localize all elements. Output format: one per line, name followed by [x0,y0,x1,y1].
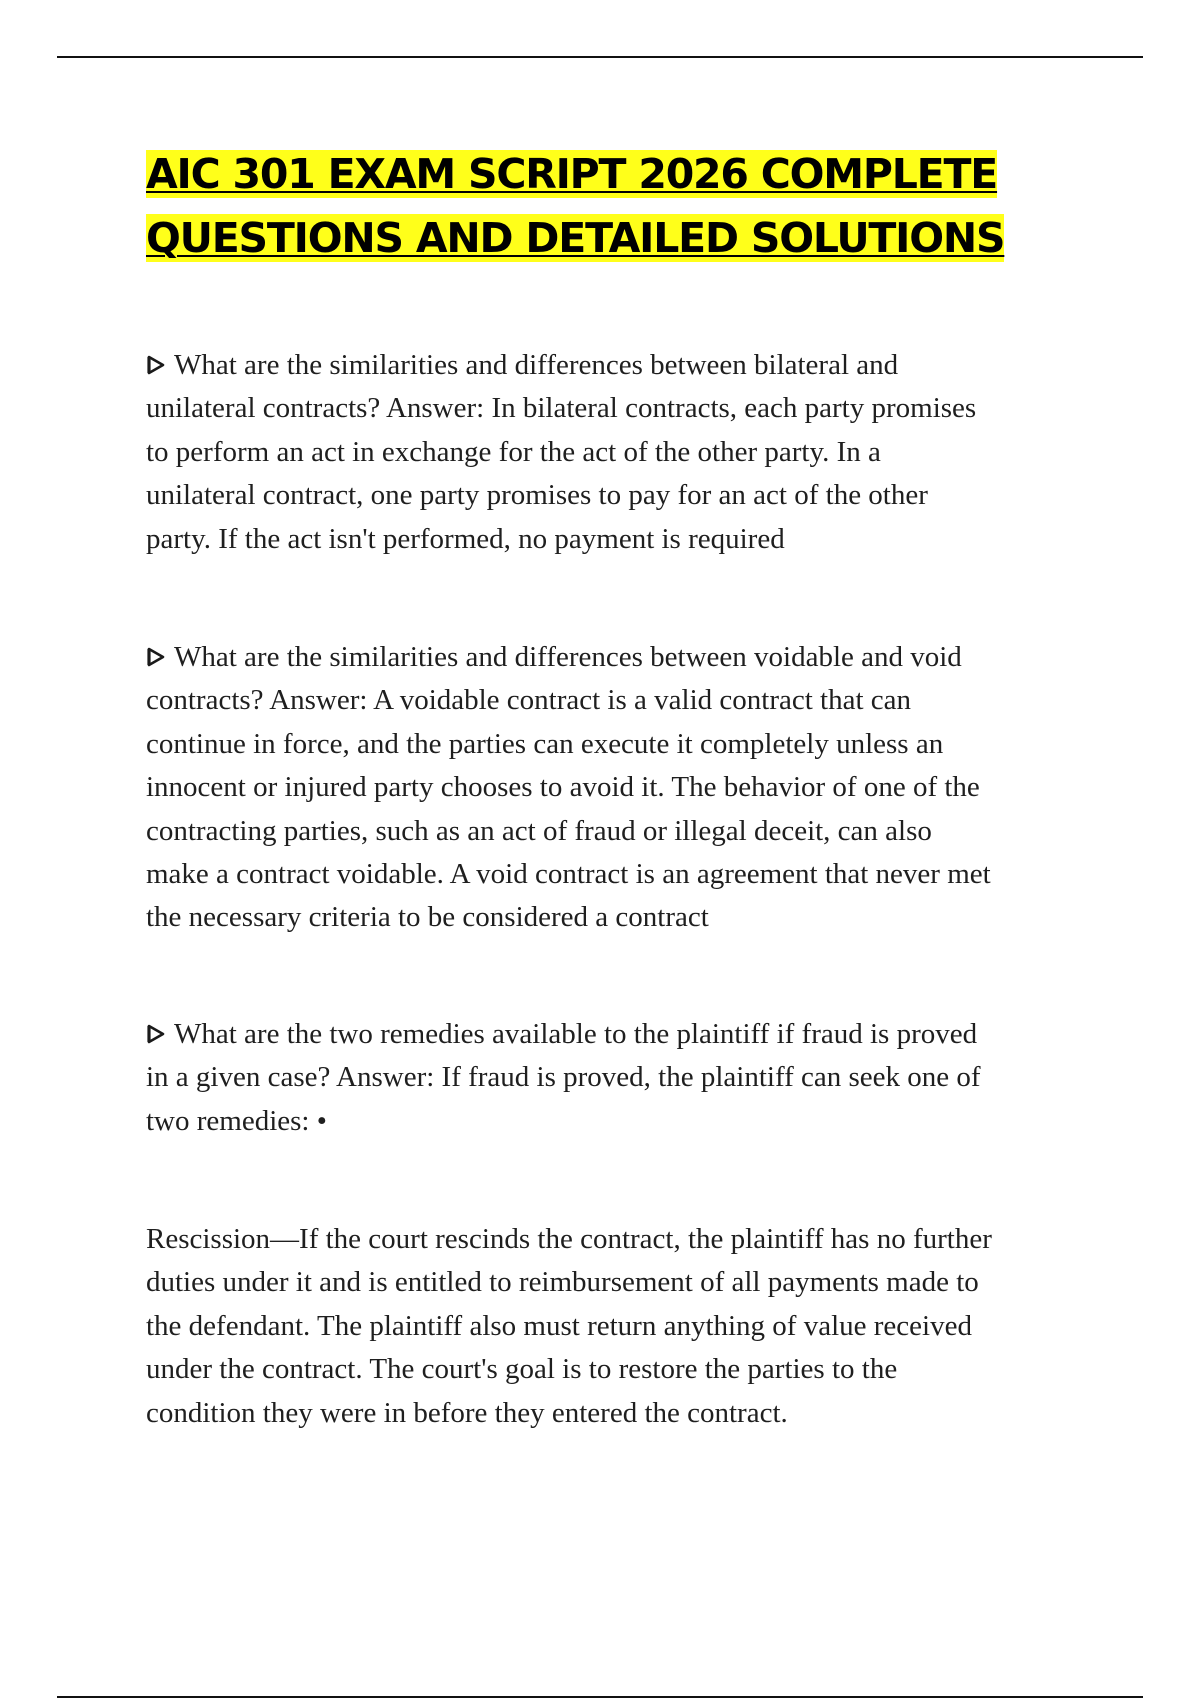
play-outline-icon [146,1023,166,1045]
text-line: the defendant. The plaintiff also must return anything of value received [146,1309,972,1342]
title-highlight-2: QUESTIONS AND DETAILED SOLUTIONS [146,214,1005,262]
text-line: make a contract voidable. A void contract is an agreement that never met [146,858,991,891]
text-line-content: What are the similarities and differences between voidable and void [174,641,962,673]
text-line: contracts? Answer: A voidable contract is a valid contract that can [146,684,912,717]
top-rule [57,56,1143,58]
text-line: to perform an act in exchange for the act of the other party. In a [146,435,881,468]
text-line: contracting parties, such as an act of fraud or illegal deceit, can also [146,814,932,847]
text-line: in a given case? Answer: If fraud is proved, the plaintiff can seek one of [146,1061,981,1094]
text-line: innocent or injured party chooses to avoid it. The behavior of one of the [146,771,980,804]
title-line-2 [146,206,1106,270]
question-block-voidable [146,636,1096,940]
title-line-1 [146,142,1106,206]
text-line: duties under it and is entitled to reimbursement of all payments made to [146,1266,979,1299]
bottom-rule [57,1696,1143,1698]
document-title [146,142,1106,270]
play-outline-icon [146,646,166,668]
text-line: continue in force, and the parties can execute it completely unless an [146,727,944,760]
text-line: two remedies: • [146,1104,327,1137]
question-block-fraud-remedies [146,1013,1096,1143]
text-line-content: What are the two remedies available to the plaintiff if fraud is proved [174,1018,978,1050]
play-outline-icon [146,354,166,376]
question-block-bilateral [146,344,1096,561]
text-line [146,1013,1096,1056]
text-line: unilateral contracts? Answer: In bilateral contracts, each party promises [146,392,977,425]
text-line: unilateral contract, one party promises to pay for an act of the other [146,479,928,512]
text-line [146,636,1096,679]
title-highlight-1: AIC 301 EXAM SCRIPT 2026 COMPLETE [146,150,998,198]
rescission-paragraph [146,1218,1096,1435]
text-line: condition they were in before they entered the contract. [146,1396,788,1429]
text-line: under the contract. The court's goal is to restore the parties to the [146,1353,898,1386]
text-line: Rescission—If the court rescinds the contract, the plaintiff has no further [146,1223,992,1255]
text-line-content: What are the similarities and differences between bilateral and [174,349,899,381]
text-line [146,344,1096,387]
text-line: party. If the act isn't performed, no payment is required [146,522,785,555]
text-line: the necessary criteria to be considered a contract [146,901,709,934]
